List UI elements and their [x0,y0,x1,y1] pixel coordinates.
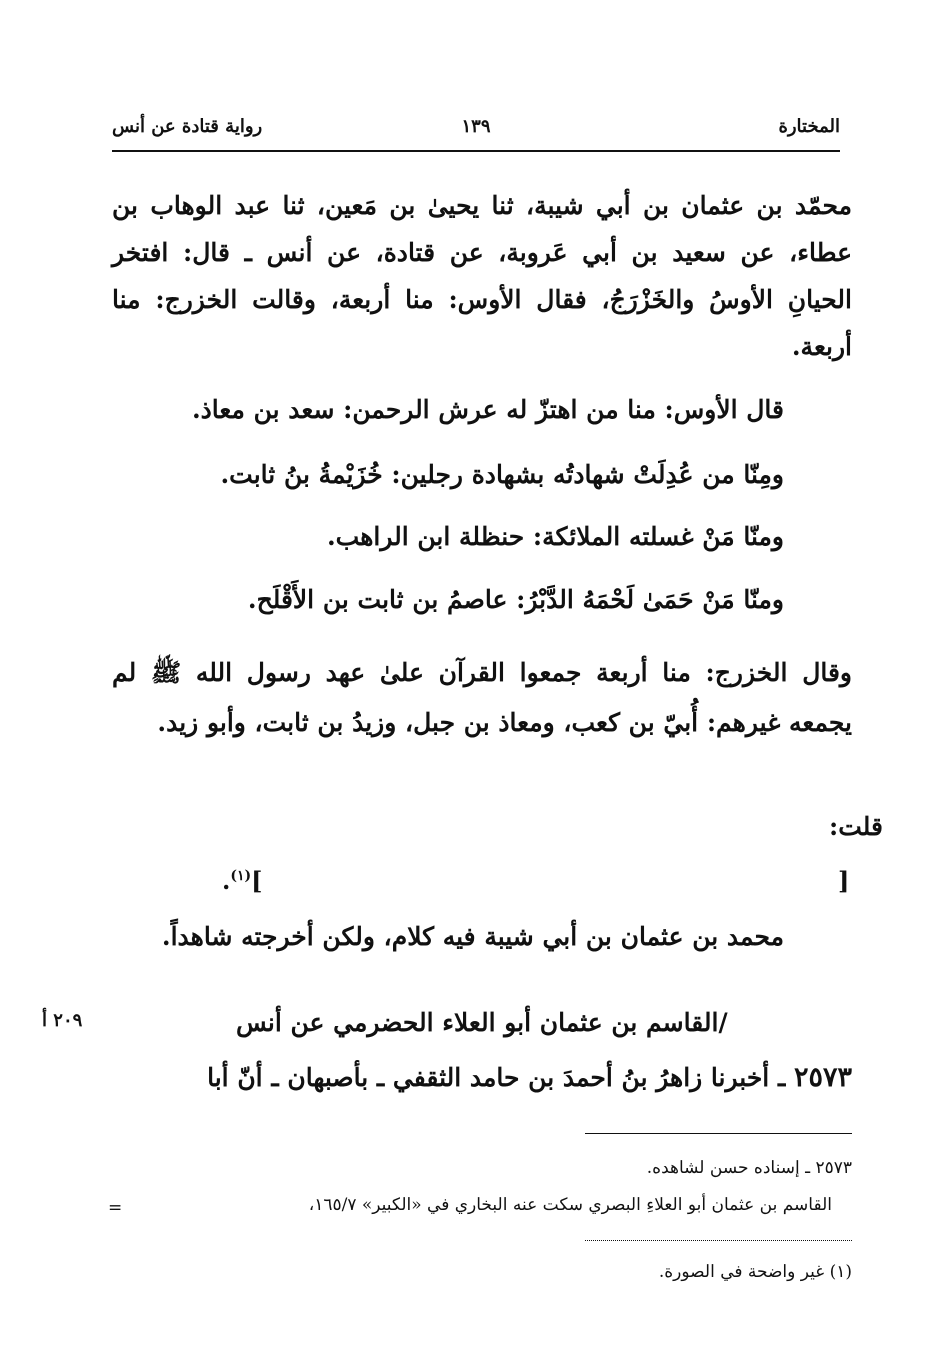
bracket-open: ] [838,866,850,895]
page-header [112,112,840,144]
footnote-1: ٢٥٧٣ ـ إسناده حسن لشاهده. [646,1158,852,1178]
bracket-end-dot: . [222,866,231,895]
hadith-entry [112,1062,852,1093]
footnote-dotted-divider [585,1240,852,1241]
paragraph-khazraj: وقال الخزرج: منا أربعة جمعوا القرآن علىٰ عهد رسول الله ﷺ لم يجمعه غيرهم: أُبيّ بن كعب، ومعاذ بن جبل، وزيدُ بن ثابت، وأبو زيد. [112,658,852,737]
verse-line-2: ومِنّا من عُدِلَتْ شهادتُه بشهادة رجلين: خُزَيْمةُ بنُ ثابت. [220,460,784,489]
section-heading: /القاسم بن عثمان أبو العلاء الحضرمي عن أنس [236,1008,728,1037]
page-number: ١٣٩ [461,116,491,137]
manuscript-folio-note: ٢٠٩ أ [42,1010,83,1031]
header-book-title: المختارة [778,116,840,137]
footnote-3: (١) غير واضحة في الصورة. [658,1262,852,1282]
qult-label: قلت: [828,812,883,841]
paragraph-comment: محمد بن عثمان بن أبي شيبة فيه كلام، ولكن أخرجته شاهداً. [161,922,784,951]
header-chapter-title: رواية قتادة عن أنس [112,116,263,137]
hadith-number: ٢٥٧٣ [793,1062,852,1093]
bracket-close-group [222,866,263,895]
footnote-divider [585,1133,852,1134]
hadith-text: ـ أخبرنا زاهرُ بنُ أحمدَ بن حامد الثقفي ـ بأصبهان ـ أنّ أبا [207,1063,794,1092]
verse-line-3: ومنّا مَنْ غسلته الملائكة: حنظلة ابن الراهب. [326,522,784,551]
verse-line-4: ومنّا مَنْ حَمَىٰ لَحْمَهُ الدَّبْرُ: عاصمُ بن ثابت بن الأَقْلَح. [247,585,784,614]
footnote-2: القاسم بن عثمان أبو العلاءِ البصري سكت عنه البخاري في «الكبير» ١٦٥/٧، [308,1195,832,1215]
footnote-continuation-mark: = [108,1198,123,1218]
bracket-close: [ [251,866,263,895]
paragraph-isnad: محمّد بن عثمان بن أبي شيبة، ثنا يحيىٰ بن مَعين، ثنا عبد الوهاب بن عطاء، عن سعيد بن أبي عَروبة، عن قتادة، عن أنس ـ قال: افتخر الحيانِ الأوسُ والخَزْرَجُ، فقال الأوس: منا أربعة، وقالت الخزرج: منا أربعة. [112,191,852,361]
header-divider [112,150,840,152]
footnote-ref: (١) [230,868,252,884]
verse-line-1: قال الأوس: منا من اهتزّ له عرش الرحمن: سعد بن معاذ. [191,395,784,424]
